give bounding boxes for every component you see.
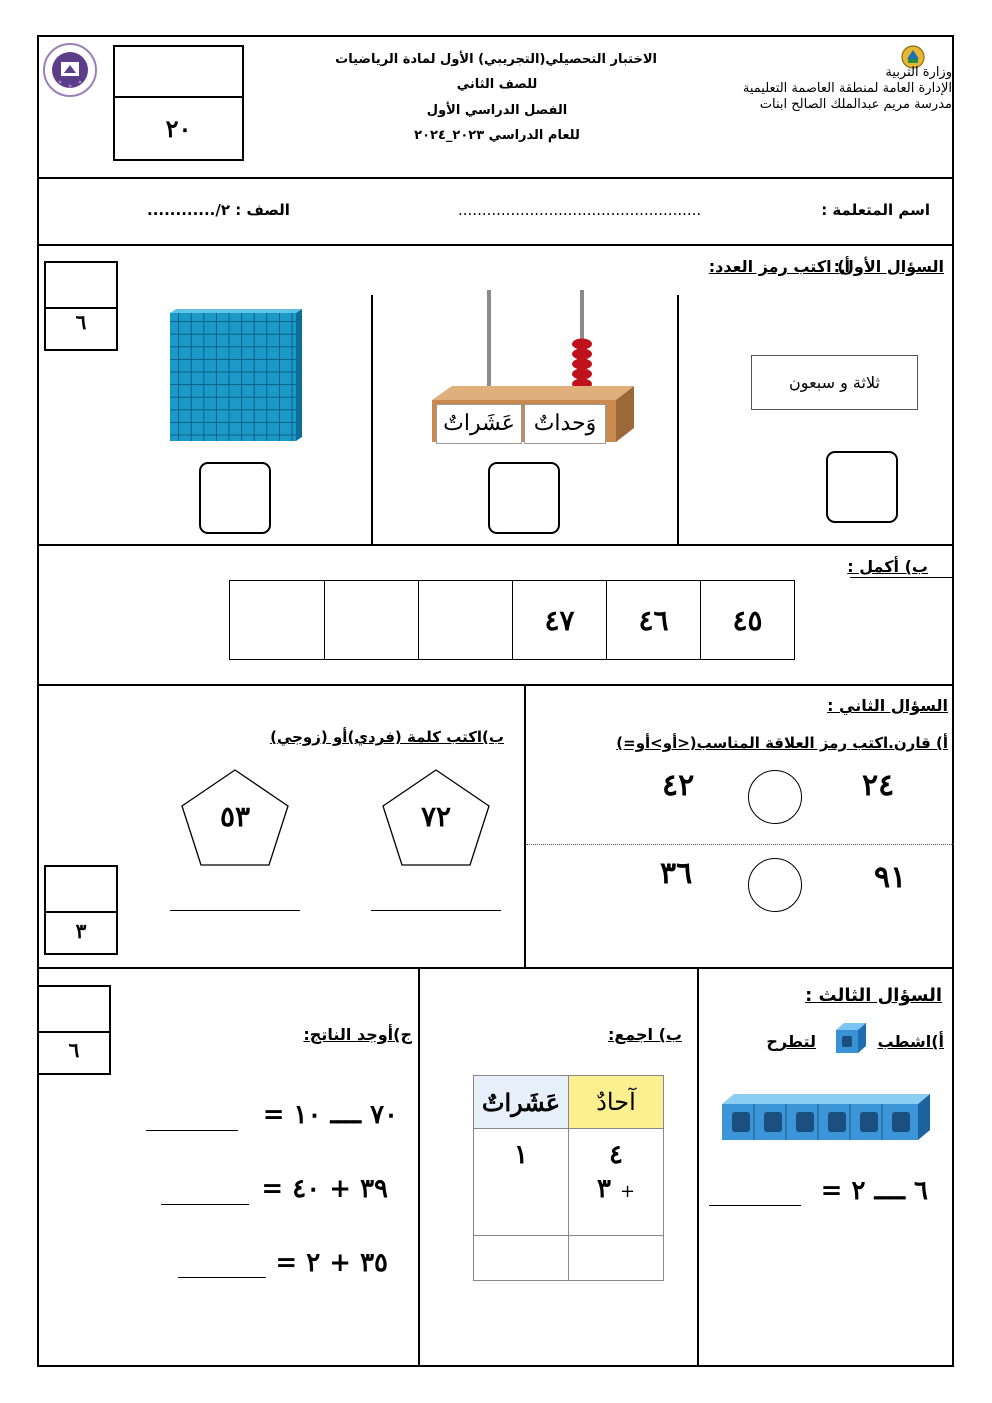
compare-1-circle[interactable] (748, 770, 802, 824)
q3-part-c: ج)أوجد الناتج: (303, 1025, 412, 1044)
q1-score: ٦ (75, 310, 87, 334)
compare-2-right: ٣٦ (660, 856, 693, 891)
ones-header: آحادٌ (569, 1076, 664, 1129)
pentagon-1-number: ٧٢ (420, 800, 452, 833)
pentagon-1-answer-line[interactable] (371, 910, 501, 911)
ones-digit-2: ٣ (596, 1174, 611, 1204)
sequence-cell-2: ٤٦ (606, 581, 700, 659)
pentagon-2-answer-line[interactable] (170, 910, 300, 911)
pentagon-2-number: ٥٣ (219, 800, 251, 833)
semester-label: الفصل الدراسي الأول (426, 103, 568, 118)
equation-3-answer-line[interactable] (178, 1277, 266, 1278)
sequence-cell-1: ٤٥ (700, 581, 794, 659)
total-score-box (113, 45, 244, 161)
cube-train-image (718, 1092, 932, 1142)
q2a-dotted-divider (526, 844, 954, 845)
school-name: مدرسة مريم عبدالملك الصالح ابنات (759, 97, 952, 112)
q1b-underline (850, 577, 952, 578)
q1-part-b: ب) أكمل : (847, 557, 928, 576)
compare-1-left: ٢٤ (862, 768, 895, 803)
subtraction-answer-line[interactable] (709, 1205, 801, 1206)
answer-box-abacus[interactable] (488, 462, 560, 534)
q1a-col-1 (371, 295, 373, 544)
q1-part-a: أ) اكتب رمز العدد: (708, 257, 850, 276)
q3-title: السؤال الثالث : (805, 985, 942, 1006)
compare-2-left: ٩١ (874, 860, 907, 895)
ones-cell (569, 1129, 664, 1236)
compare-2-circle[interactable] (748, 858, 802, 912)
q2-score: ٣ (75, 919, 87, 943)
plus-sign: + (619, 1181, 636, 1202)
equation-2: ٣٩ + ٤٠ = (261, 1174, 388, 1204)
equation-2-answer-line[interactable] (161, 1204, 249, 1205)
ones-result-cell[interactable] (569, 1236, 664, 1281)
q2-part-a: أ) قارن.اكتب رمز العلاقة المناسب(<أو>أو=) (616, 734, 948, 752)
q3-part-b: ب) اجمع: (607, 1025, 682, 1044)
sequence-cell-4[interactable] (418, 581, 512, 659)
q1-title: السؤال الأول: (833, 257, 944, 276)
school-logo (42, 42, 98, 98)
grade-label: للصف الثاني (456, 77, 538, 92)
answer-box-word[interactable] (826, 451, 898, 523)
equation-1-answer-line[interactable] (146, 1130, 238, 1131)
subtraction-expression: ٦ ــــ ٢ = (820, 1176, 928, 1206)
tens-cell (474, 1129, 569, 1236)
equation-1: ٧٠ ــــ ١٠ = (262, 1100, 398, 1130)
equation-3: ٣٥ + ٢ = (275, 1248, 388, 1278)
ministry-name: وزارة التربية (885, 65, 952, 80)
student-name-field[interactable]: ................................................... (458, 201, 702, 219)
q3-part-a-prefix: أ)اشطب (877, 1032, 944, 1051)
tens-header: عَشَراتٌ (474, 1076, 569, 1129)
q1-divider (37, 684, 954, 686)
q2-part-b: ب)اكتب كلمة (فردي)أو (زوجي) (270, 728, 504, 746)
total-score: ٢٠ (165, 114, 192, 143)
exam-title: الاختبار التحصيلي(التجريبي) الأول لمادة الرياضيات (335, 52, 657, 67)
q1a-col-2 (677, 295, 679, 544)
q1-score-box (44, 261, 118, 351)
q3-score: ٦ (68, 1038, 80, 1062)
q3-part-a-suffix: لتطرح (766, 1032, 816, 1051)
q2-title: السؤال الثاني : (827, 696, 948, 715)
sequence-cell-5[interactable] (324, 581, 418, 659)
abacus-tens-label: عَشَراتٌ (436, 404, 522, 444)
header-divider (37, 177, 954, 179)
student-name-label: اسم المتعلمة : (821, 201, 930, 219)
place-value-table (473, 1075, 664, 1281)
word-number-box: ثلاثة و سبعون (751, 355, 918, 410)
cube-icon (832, 1020, 868, 1056)
class-field[interactable]: الصف : ٢/............ (147, 201, 290, 219)
compare-1-right: ٤٢ (662, 768, 695, 803)
q3-score-box (37, 985, 111, 1075)
abacus-ones-label: وَحداتٌ (524, 404, 606, 444)
ones-digit-1: ٤ (609, 1140, 623, 1170)
q3-col-2 (697, 967, 699, 1367)
q2-col (524, 684, 526, 967)
tens-digit-1: ١ (514, 1140, 528, 1170)
q2-score-box (44, 865, 118, 955)
hundred-block-image (166, 309, 302, 445)
student-divider (37, 244, 954, 246)
q2-divider (37, 967, 954, 969)
sequence-row (229, 580, 795, 660)
year-label: للعام الدراسي ٢٠٢٣_٢٠٢٤ (414, 128, 580, 143)
answer-box-hundred[interactable] (199, 462, 271, 534)
district-name: الإدارة العامة لمنطقة العاصمة التعليمية (742, 81, 952, 96)
sequence-cell-3: ٤٧ (512, 581, 606, 659)
tens-result-cell[interactable] (474, 1236, 569, 1281)
sequence-cell-6[interactable] (230, 581, 324, 659)
q1a-divider (37, 544, 954, 546)
q3-col-1 (418, 967, 420, 1367)
